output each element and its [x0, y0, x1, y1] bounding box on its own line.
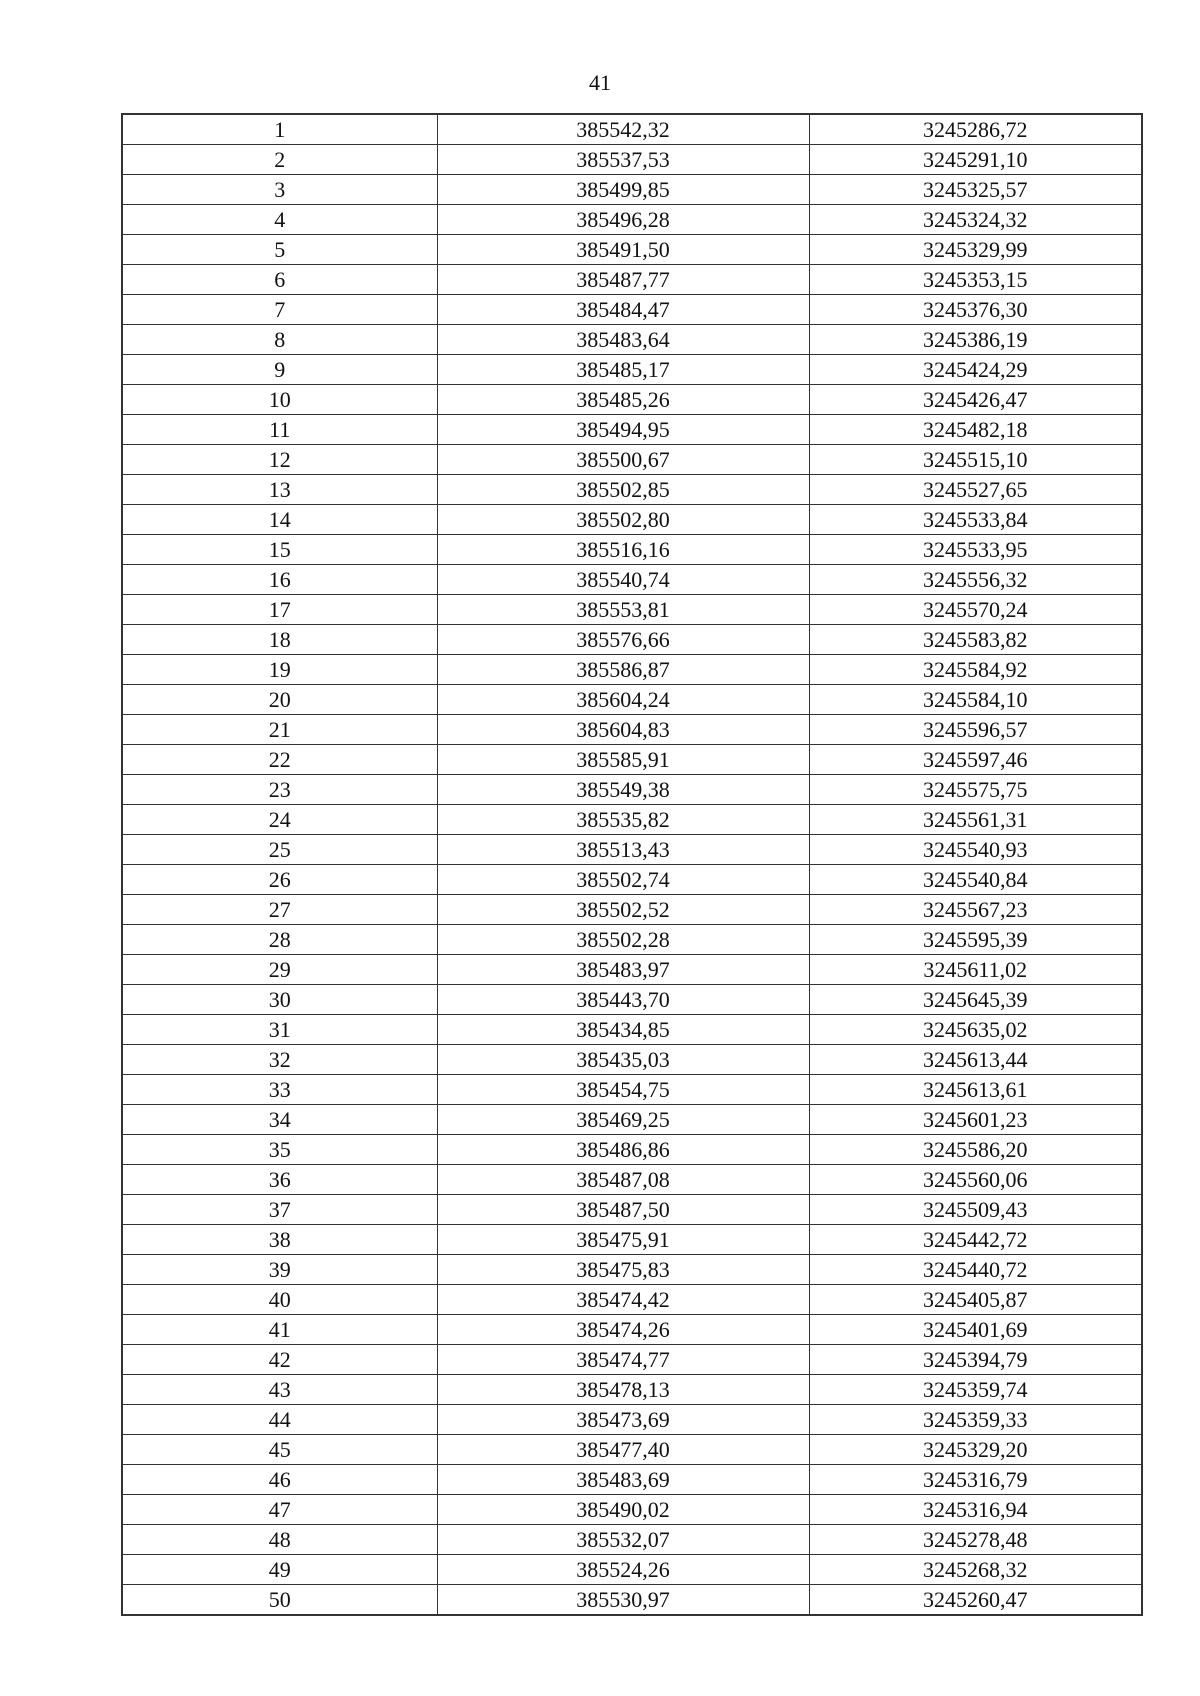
y-coordinate-cell: 3245291,10 — [809, 145, 1142, 175]
table-row — [122, 265, 1142, 295]
x-coordinate-cell: 385537,53 — [437, 145, 809, 175]
table-row — [122, 535, 1142, 565]
point-number-cell: 24 — [122, 805, 437, 835]
x-coordinate-cell: 385585,91 — [437, 745, 809, 775]
table-row — [122, 1315, 1142, 1345]
y-coordinate-cell: 3245570,24 — [809, 595, 1142, 625]
x-coordinate-cell: 385516,16 — [437, 535, 809, 565]
y-coordinate-cell: 3245376,30 — [809, 295, 1142, 325]
point-number-cell: 12 — [122, 445, 437, 475]
x-coordinate-cell: 385485,26 — [437, 385, 809, 415]
table-row — [122, 685, 1142, 715]
point-number-cell: 11 — [122, 415, 437, 445]
point-number-cell: 26 — [122, 865, 437, 895]
point-number-cell: 40 — [122, 1285, 437, 1315]
point-number-cell: 3 — [122, 175, 437, 205]
table-row — [122, 1375, 1142, 1405]
x-coordinate-cell: 385483,97 — [437, 955, 809, 985]
x-coordinate-cell: 385474,26 — [437, 1315, 809, 1345]
x-coordinate-cell: 385502,85 — [437, 475, 809, 505]
table-row — [122, 1345, 1142, 1375]
table-row — [122, 1135, 1142, 1165]
y-coordinate-cell: 3245268,32 — [809, 1555, 1142, 1585]
x-coordinate-cell: 385491,50 — [437, 235, 809, 265]
table-row — [122, 985, 1142, 1015]
point-number-cell: 46 — [122, 1465, 437, 1495]
point-number-cell: 9 — [122, 355, 437, 385]
x-coordinate-cell: 385549,38 — [437, 775, 809, 805]
x-coordinate-cell: 385469,25 — [437, 1105, 809, 1135]
y-coordinate-cell: 3245359,74 — [809, 1375, 1142, 1405]
table-row — [122, 1585, 1142, 1616]
y-coordinate-cell: 3245533,84 — [809, 505, 1142, 535]
y-coordinate-cell: 3245560,06 — [809, 1165, 1142, 1195]
table-row — [122, 1255, 1142, 1285]
point-number-cell: 15 — [122, 535, 437, 565]
table-row — [122, 835, 1142, 865]
x-coordinate-cell: 385586,87 — [437, 655, 809, 685]
table-row — [122, 205, 1142, 235]
y-coordinate-cell: 3245556,32 — [809, 565, 1142, 595]
x-coordinate-cell: 385496,28 — [437, 205, 809, 235]
table-row — [122, 1285, 1142, 1315]
point-number-cell: 29 — [122, 955, 437, 985]
table-row — [122, 805, 1142, 835]
table-row — [122, 865, 1142, 895]
table-row — [122, 1225, 1142, 1255]
y-coordinate-cell: 3245394,79 — [809, 1345, 1142, 1375]
table-row — [122, 175, 1142, 205]
x-coordinate-cell: 385487,08 — [437, 1165, 809, 1195]
y-coordinate-cell: 3245533,95 — [809, 535, 1142, 565]
x-coordinate-cell: 385502,74 — [437, 865, 809, 895]
y-coordinate-cell: 3245515,10 — [809, 445, 1142, 475]
x-coordinate-cell: 385553,81 — [437, 595, 809, 625]
point-number-cell: 28 — [122, 925, 437, 955]
point-number-cell: 36 — [122, 1165, 437, 1195]
y-coordinate-cell: 3245527,65 — [809, 475, 1142, 505]
coordinates-table — [121, 113, 1143, 1616]
x-coordinate-cell: 385474,77 — [437, 1345, 809, 1375]
table-row — [122, 595, 1142, 625]
table-row — [122, 655, 1142, 685]
table-row — [122, 565, 1142, 595]
x-coordinate-cell: 385502,28 — [437, 925, 809, 955]
x-coordinate-cell: 385484,47 — [437, 295, 809, 325]
table-row — [122, 1435, 1142, 1465]
point-number-cell: 27 — [122, 895, 437, 925]
table-row — [122, 1105, 1142, 1135]
x-coordinate-cell: 385530,97 — [437, 1585, 809, 1616]
point-number-cell: 30 — [122, 985, 437, 1015]
x-coordinate-cell: 385540,74 — [437, 565, 809, 595]
point-number-cell: 6 — [122, 265, 437, 295]
y-coordinate-cell: 3245567,23 — [809, 895, 1142, 925]
table-row — [122, 775, 1142, 805]
point-number-cell: 43 — [122, 1375, 437, 1405]
y-coordinate-cell: 3245286,72 — [809, 114, 1142, 145]
point-number-cell: 31 — [122, 1015, 437, 1045]
point-number-cell: 34 — [122, 1105, 437, 1135]
x-coordinate-cell: 385434,85 — [437, 1015, 809, 1045]
x-coordinate-cell: 385486,86 — [437, 1135, 809, 1165]
y-coordinate-cell: 3245575,75 — [809, 775, 1142, 805]
point-number-cell: 7 — [122, 295, 437, 325]
y-coordinate-cell: 3245278,48 — [809, 1525, 1142, 1555]
point-number-cell: 33 — [122, 1075, 437, 1105]
table-row — [122, 415, 1142, 445]
coordinates-table-body — [122, 114, 1142, 1615]
x-coordinate-cell: 385513,43 — [437, 835, 809, 865]
x-coordinate-cell: 385502,80 — [437, 505, 809, 535]
y-coordinate-cell: 3245329,20 — [809, 1435, 1142, 1465]
y-coordinate-cell: 3245324,32 — [809, 205, 1142, 235]
point-number-cell: 18 — [122, 625, 437, 655]
point-number-cell: 23 — [122, 775, 437, 805]
table-row — [122, 955, 1142, 985]
y-coordinate-cell: 3245260,47 — [809, 1585, 1142, 1616]
x-coordinate-cell: 385535,82 — [437, 805, 809, 835]
y-coordinate-cell: 3245586,20 — [809, 1135, 1142, 1165]
y-coordinate-cell: 3245359,33 — [809, 1405, 1142, 1435]
point-number-cell: 22 — [122, 745, 437, 775]
point-number-cell: 44 — [122, 1405, 437, 1435]
table-row — [122, 1465, 1142, 1495]
y-coordinate-cell: 3245325,57 — [809, 175, 1142, 205]
x-coordinate-cell: 385477,40 — [437, 1435, 809, 1465]
point-number-cell: 35 — [122, 1135, 437, 1165]
point-number-cell: 1 — [122, 114, 437, 145]
y-coordinate-cell: 3245613,44 — [809, 1045, 1142, 1075]
point-number-cell: 2 — [122, 145, 437, 175]
point-number-cell: 32 — [122, 1045, 437, 1075]
y-coordinate-cell: 3245601,23 — [809, 1105, 1142, 1135]
y-coordinate-cell: 3245440,72 — [809, 1255, 1142, 1285]
x-coordinate-cell: 385500,67 — [437, 445, 809, 475]
table-row — [122, 295, 1142, 325]
table-row — [122, 715, 1142, 745]
point-number-cell: 49 — [122, 1555, 437, 1585]
point-number-cell: 20 — [122, 685, 437, 715]
point-number-cell: 14 — [122, 505, 437, 535]
y-coordinate-cell: 3245540,84 — [809, 865, 1142, 895]
table-row — [122, 1075, 1142, 1105]
x-coordinate-cell: 385604,24 — [437, 685, 809, 715]
table-row — [122, 925, 1142, 955]
table-row — [122, 895, 1142, 925]
table-row — [122, 145, 1142, 175]
table-row — [122, 1015, 1142, 1045]
y-coordinate-cell: 3245424,29 — [809, 355, 1142, 385]
x-coordinate-cell: 385454,75 — [437, 1075, 809, 1105]
table-row — [122, 505, 1142, 535]
point-number-cell: 42 — [122, 1345, 437, 1375]
point-number-cell: 8 — [122, 325, 437, 355]
x-coordinate-cell: 385483,69 — [437, 1465, 809, 1495]
table-row — [122, 475, 1142, 505]
table-row — [122, 114, 1142, 145]
point-number-cell: 19 — [122, 655, 437, 685]
y-coordinate-cell: 3245583,82 — [809, 625, 1142, 655]
x-coordinate-cell: 385483,64 — [437, 325, 809, 355]
point-number-cell: 13 — [122, 475, 437, 505]
x-coordinate-cell: 385502,52 — [437, 895, 809, 925]
y-coordinate-cell: 3245645,39 — [809, 985, 1142, 1015]
x-coordinate-cell: 385494,95 — [437, 415, 809, 445]
x-coordinate-cell: 385532,07 — [437, 1525, 809, 1555]
y-coordinate-cell: 3245442,72 — [809, 1225, 1142, 1255]
y-coordinate-cell: 3245635,02 — [809, 1015, 1142, 1045]
point-number-cell: 5 — [122, 235, 437, 265]
x-coordinate-cell: 385475,91 — [437, 1225, 809, 1255]
table-row — [122, 745, 1142, 775]
x-coordinate-cell: 385478,13 — [437, 1375, 809, 1405]
point-number-cell: 37 — [122, 1195, 437, 1225]
point-number-cell: 50 — [122, 1585, 437, 1616]
y-coordinate-cell: 3245401,69 — [809, 1315, 1142, 1345]
point-number-cell: 41 — [122, 1315, 437, 1345]
x-coordinate-cell: 385542,32 — [437, 114, 809, 145]
x-coordinate-cell: 385524,26 — [437, 1555, 809, 1585]
table-row — [122, 355, 1142, 385]
y-coordinate-cell: 3245426,47 — [809, 385, 1142, 415]
x-coordinate-cell: 385475,83 — [437, 1255, 809, 1285]
point-number-cell: 47 — [122, 1495, 437, 1525]
y-coordinate-cell: 3245405,87 — [809, 1285, 1142, 1315]
table-row — [122, 385, 1142, 415]
x-coordinate-cell: 385604,83 — [437, 715, 809, 745]
table-row — [122, 1165, 1142, 1195]
x-coordinate-cell: 385499,85 — [437, 175, 809, 205]
point-number-cell: 4 — [122, 205, 437, 235]
y-coordinate-cell: 3245597,46 — [809, 745, 1142, 775]
table-row — [122, 325, 1142, 355]
table-row — [122, 1405, 1142, 1435]
table-row — [122, 625, 1142, 655]
y-coordinate-cell: 3245613,61 — [809, 1075, 1142, 1105]
y-coordinate-cell: 3245611,02 — [809, 955, 1142, 985]
x-coordinate-cell: 385473,69 — [437, 1405, 809, 1435]
y-coordinate-cell: 3245595,39 — [809, 925, 1142, 955]
table-row — [122, 1495, 1142, 1525]
y-coordinate-cell: 3245482,18 — [809, 415, 1142, 445]
point-number-cell: 10 — [122, 385, 437, 415]
table-row — [122, 235, 1142, 265]
y-coordinate-cell: 3245509,43 — [809, 1195, 1142, 1225]
x-coordinate-cell: 385474,42 — [437, 1285, 809, 1315]
x-coordinate-cell: 385435,03 — [437, 1045, 809, 1075]
y-coordinate-cell: 3245329,99 — [809, 235, 1142, 265]
y-coordinate-cell: 3245561,31 — [809, 805, 1142, 835]
point-number-cell: 21 — [122, 715, 437, 745]
y-coordinate-cell: 3245386,19 — [809, 325, 1142, 355]
x-coordinate-cell: 385487,50 — [437, 1195, 809, 1225]
point-number-cell: 45 — [122, 1435, 437, 1465]
point-number-cell: 38 — [122, 1225, 437, 1255]
y-coordinate-cell: 3245316,94 — [809, 1495, 1142, 1525]
table-row — [122, 1525, 1142, 1555]
point-number-cell: 25 — [122, 835, 437, 865]
y-coordinate-cell: 3245353,15 — [809, 265, 1142, 295]
point-number-cell: 16 — [122, 565, 437, 595]
table-row — [122, 1195, 1142, 1225]
y-coordinate-cell: 3245584,92 — [809, 655, 1142, 685]
x-coordinate-cell: 385487,77 — [437, 265, 809, 295]
x-coordinate-cell: 385490,02 — [437, 1495, 809, 1525]
x-coordinate-cell: 385576,66 — [437, 625, 809, 655]
point-number-cell: 17 — [122, 595, 437, 625]
point-number-cell: 48 — [122, 1525, 437, 1555]
point-number-cell: 39 — [122, 1255, 437, 1285]
x-coordinate-cell: 385443,70 — [437, 985, 809, 1015]
page-number: 41 — [589, 70, 611, 95]
y-coordinate-cell: 3245316,79 — [809, 1465, 1142, 1495]
y-coordinate-cell: 3245584,10 — [809, 685, 1142, 715]
table-row — [122, 1045, 1142, 1075]
table-row — [122, 1555, 1142, 1585]
y-coordinate-cell: 3245540,93 — [809, 835, 1142, 865]
table-row — [122, 445, 1142, 475]
y-coordinate-cell: 3245596,57 — [809, 715, 1142, 745]
x-coordinate-cell: 385485,17 — [437, 355, 809, 385]
